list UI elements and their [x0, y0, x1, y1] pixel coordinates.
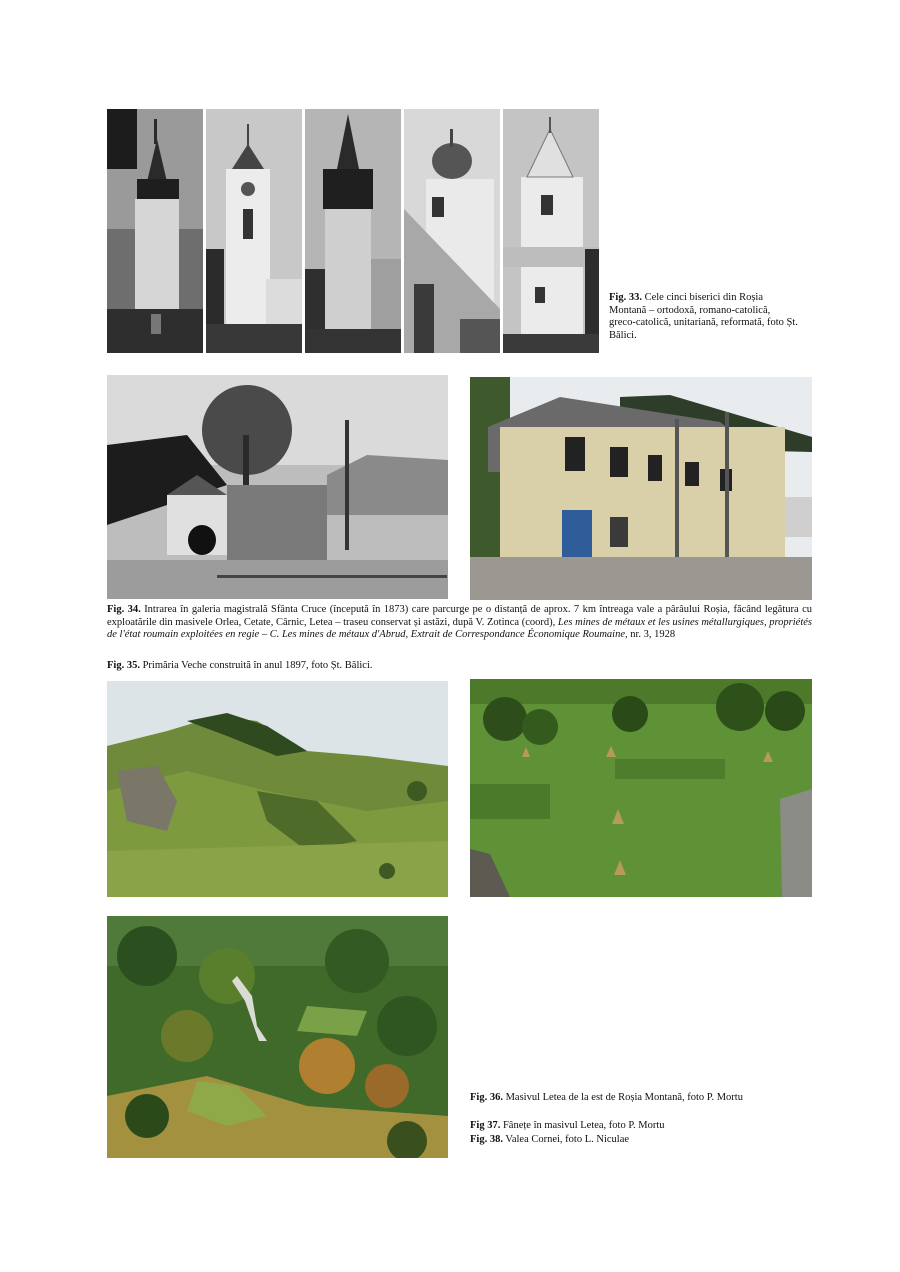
town-hall-photo — [470, 377, 812, 600]
church-photo-3 — [305, 109, 401, 353]
fig34-tail: , nr. 3, 1928 — [625, 629, 676, 641]
fig38-label: Fig. 38. — [470, 1134, 503, 1145]
fig36-caption — [470, 1092, 780, 1105]
letea-massif-photo — [107, 681, 448, 897]
fig35-label: Fig. 35. — [107, 660, 140, 671]
fig34-caption — [107, 604, 812, 642]
church-photo-5 — [503, 109, 599, 353]
fig37-caption — [470, 1120, 800, 1133]
fig33-caption — [609, 292, 799, 342]
church-photo-2 — [206, 109, 302, 353]
fig34-label: Fig. 34. — [107, 604, 141, 615]
fig33-label: Fig. 33. — [609, 292, 642, 303]
church-photo-4 — [404, 109, 500, 353]
fig34-text: Intrarea în galeria magistrală Sfânta Cruce (începută în 1873) care parcurge pe o distanță de aprox. 7 km întreaga vale a pârâului Roșia, făcând legătura cu exploatările din masivele Orlea, Cetate, Cârnic, Letea – traseu conservat și astăzi, după V. Zotinca (coord), — [107, 604, 812, 628]
gallery-entrance-photo — [107, 375, 448, 599]
fig34-italic-title: Les mines de métaux et les usines métallurgiques, propriétés de l'état roumain exploitées en regie – C. Les mines de métaux d'Abrud, Extrait de Correspondance Économique Roumaine — [107, 616, 813, 641]
fig35-caption — [107, 660, 812, 673]
fig37-label: Fig 37. — [470, 1120, 501, 1131]
fig35-text: Primăria Veche construită în anul 1897, foto Șt. Bălici. — [142, 660, 373, 671]
fig38-caption — [470, 1134, 800, 1147]
fig33-text: Cele cinci biserici din Roșia Montană – ortodoxă, romano-catolică, greco-catolică, unitariană, reformată, foto Șt. Bălici. — [609, 292, 798, 341]
fig36-label: Fig. 36. — [470, 1092, 503, 1103]
fig38-text: Valea Cornei, foto L. Niculae — [505, 1134, 630, 1145]
fig37-text: Fânețe în masivul Letea, foto P. Mortu — [502, 1120, 665, 1131]
hayfields-photo — [470, 679, 812, 897]
fig36-text: Masivul Letea de la est de Roșia Montană, foto P. Mortu — [505, 1092, 743, 1103]
church-photo-1 — [107, 109, 203, 353]
cornei-valley-photo — [107, 916, 448, 1158]
